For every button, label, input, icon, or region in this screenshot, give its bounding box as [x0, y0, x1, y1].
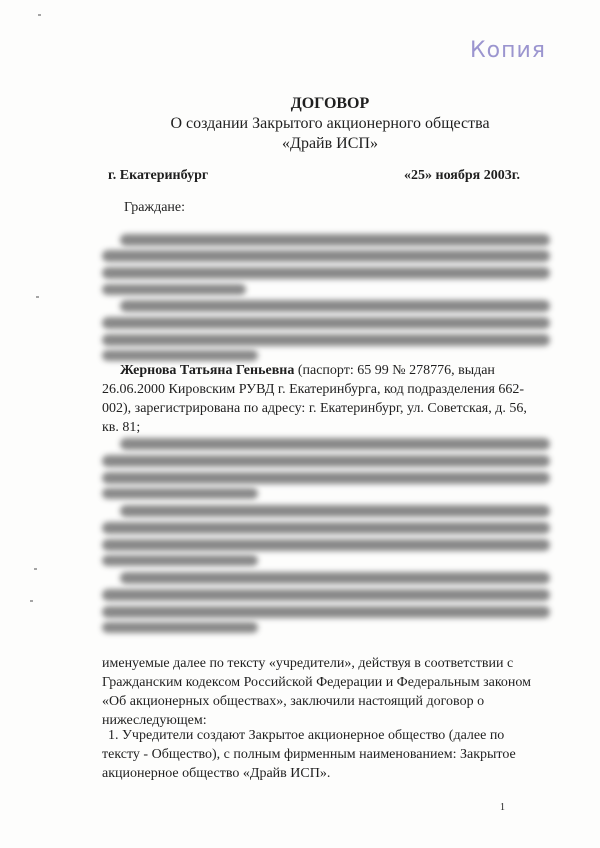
scan-speck [30, 600, 33, 602]
copy-stamp: Копия [470, 38, 546, 63]
redacted-line [102, 622, 258, 633]
redacted-line [102, 539, 550, 551]
citizens-label: Граждане: [124, 200, 186, 215]
redacted-line [102, 334, 550, 346]
redacted-line [102, 522, 550, 534]
redacted-line [120, 438, 550, 450]
redacted-line [102, 606, 550, 618]
redacted-line [120, 572, 550, 584]
redacted-line [102, 589, 550, 601]
redacted-line [102, 555, 258, 566]
founder-line1 [120, 361, 550, 380]
redacted-line [102, 317, 550, 329]
clause1-line2: тексту - Общество), с полным фирменным наименованием: Закрытое [102, 747, 516, 762]
clause1-line1: 1. Учредители создают Закрытое акционерное общество (далее по [108, 728, 505, 743]
scan-speck [34, 568, 37, 570]
founder-details-4: кв. 81; [102, 420, 141, 435]
founder-details-2: 26.06.2000 Кировским РУВД г. Екатеринбурга, код подразделения 662- [102, 382, 525, 397]
redacted-line [102, 350, 258, 361]
redacted-line [102, 472, 550, 484]
city: г. Екатеринбург [108, 168, 209, 183]
redacted-line [120, 300, 550, 312]
document-subtitle-line2: «Драйв ИСП» [282, 135, 378, 152]
founder-name: Жернова Татьяна Геньевна [120, 363, 295, 378]
document-subtitle-line1: О создании Закрытого акционерного общества [170, 115, 490, 132]
redacted-line [102, 455, 550, 467]
redacted-line [120, 505, 550, 517]
contract-date: «25» ноября 2003г. [404, 168, 521, 183]
page-number: 1 [500, 802, 505, 813]
intro-line4: нижеследующем: [102, 713, 207, 728]
founder-details-3: 002), зарегистрирована по адресу: г. Екатеринбург, ул. Советская, д. 56, [102, 401, 527, 416]
redacted-line [102, 250, 550, 262]
document-title: ДОГОВОР [290, 95, 370, 112]
founder-details-1: (паспорт: 65 99 № 278776, выдан [294, 363, 495, 378]
intro-line2: Гражданским кодексом Российской Федерации и Федеральным законом [102, 675, 531, 690]
redacted-line [102, 488, 258, 499]
redacted-line [102, 284, 246, 295]
intro-line3: «Об акционерных обществах», заключили настоящий договор о [102, 694, 485, 709]
scan-speck [38, 14, 41, 16]
intro-line1: именуемые далее по тексту «учредители», действуя в соответствии с [102, 656, 514, 671]
redacted-line [102, 267, 550, 279]
clause1-line3: акционерное общество «Драйв ИСП». [102, 766, 331, 781]
scan-speck [36, 296, 39, 298]
redacted-line [120, 234, 550, 246]
